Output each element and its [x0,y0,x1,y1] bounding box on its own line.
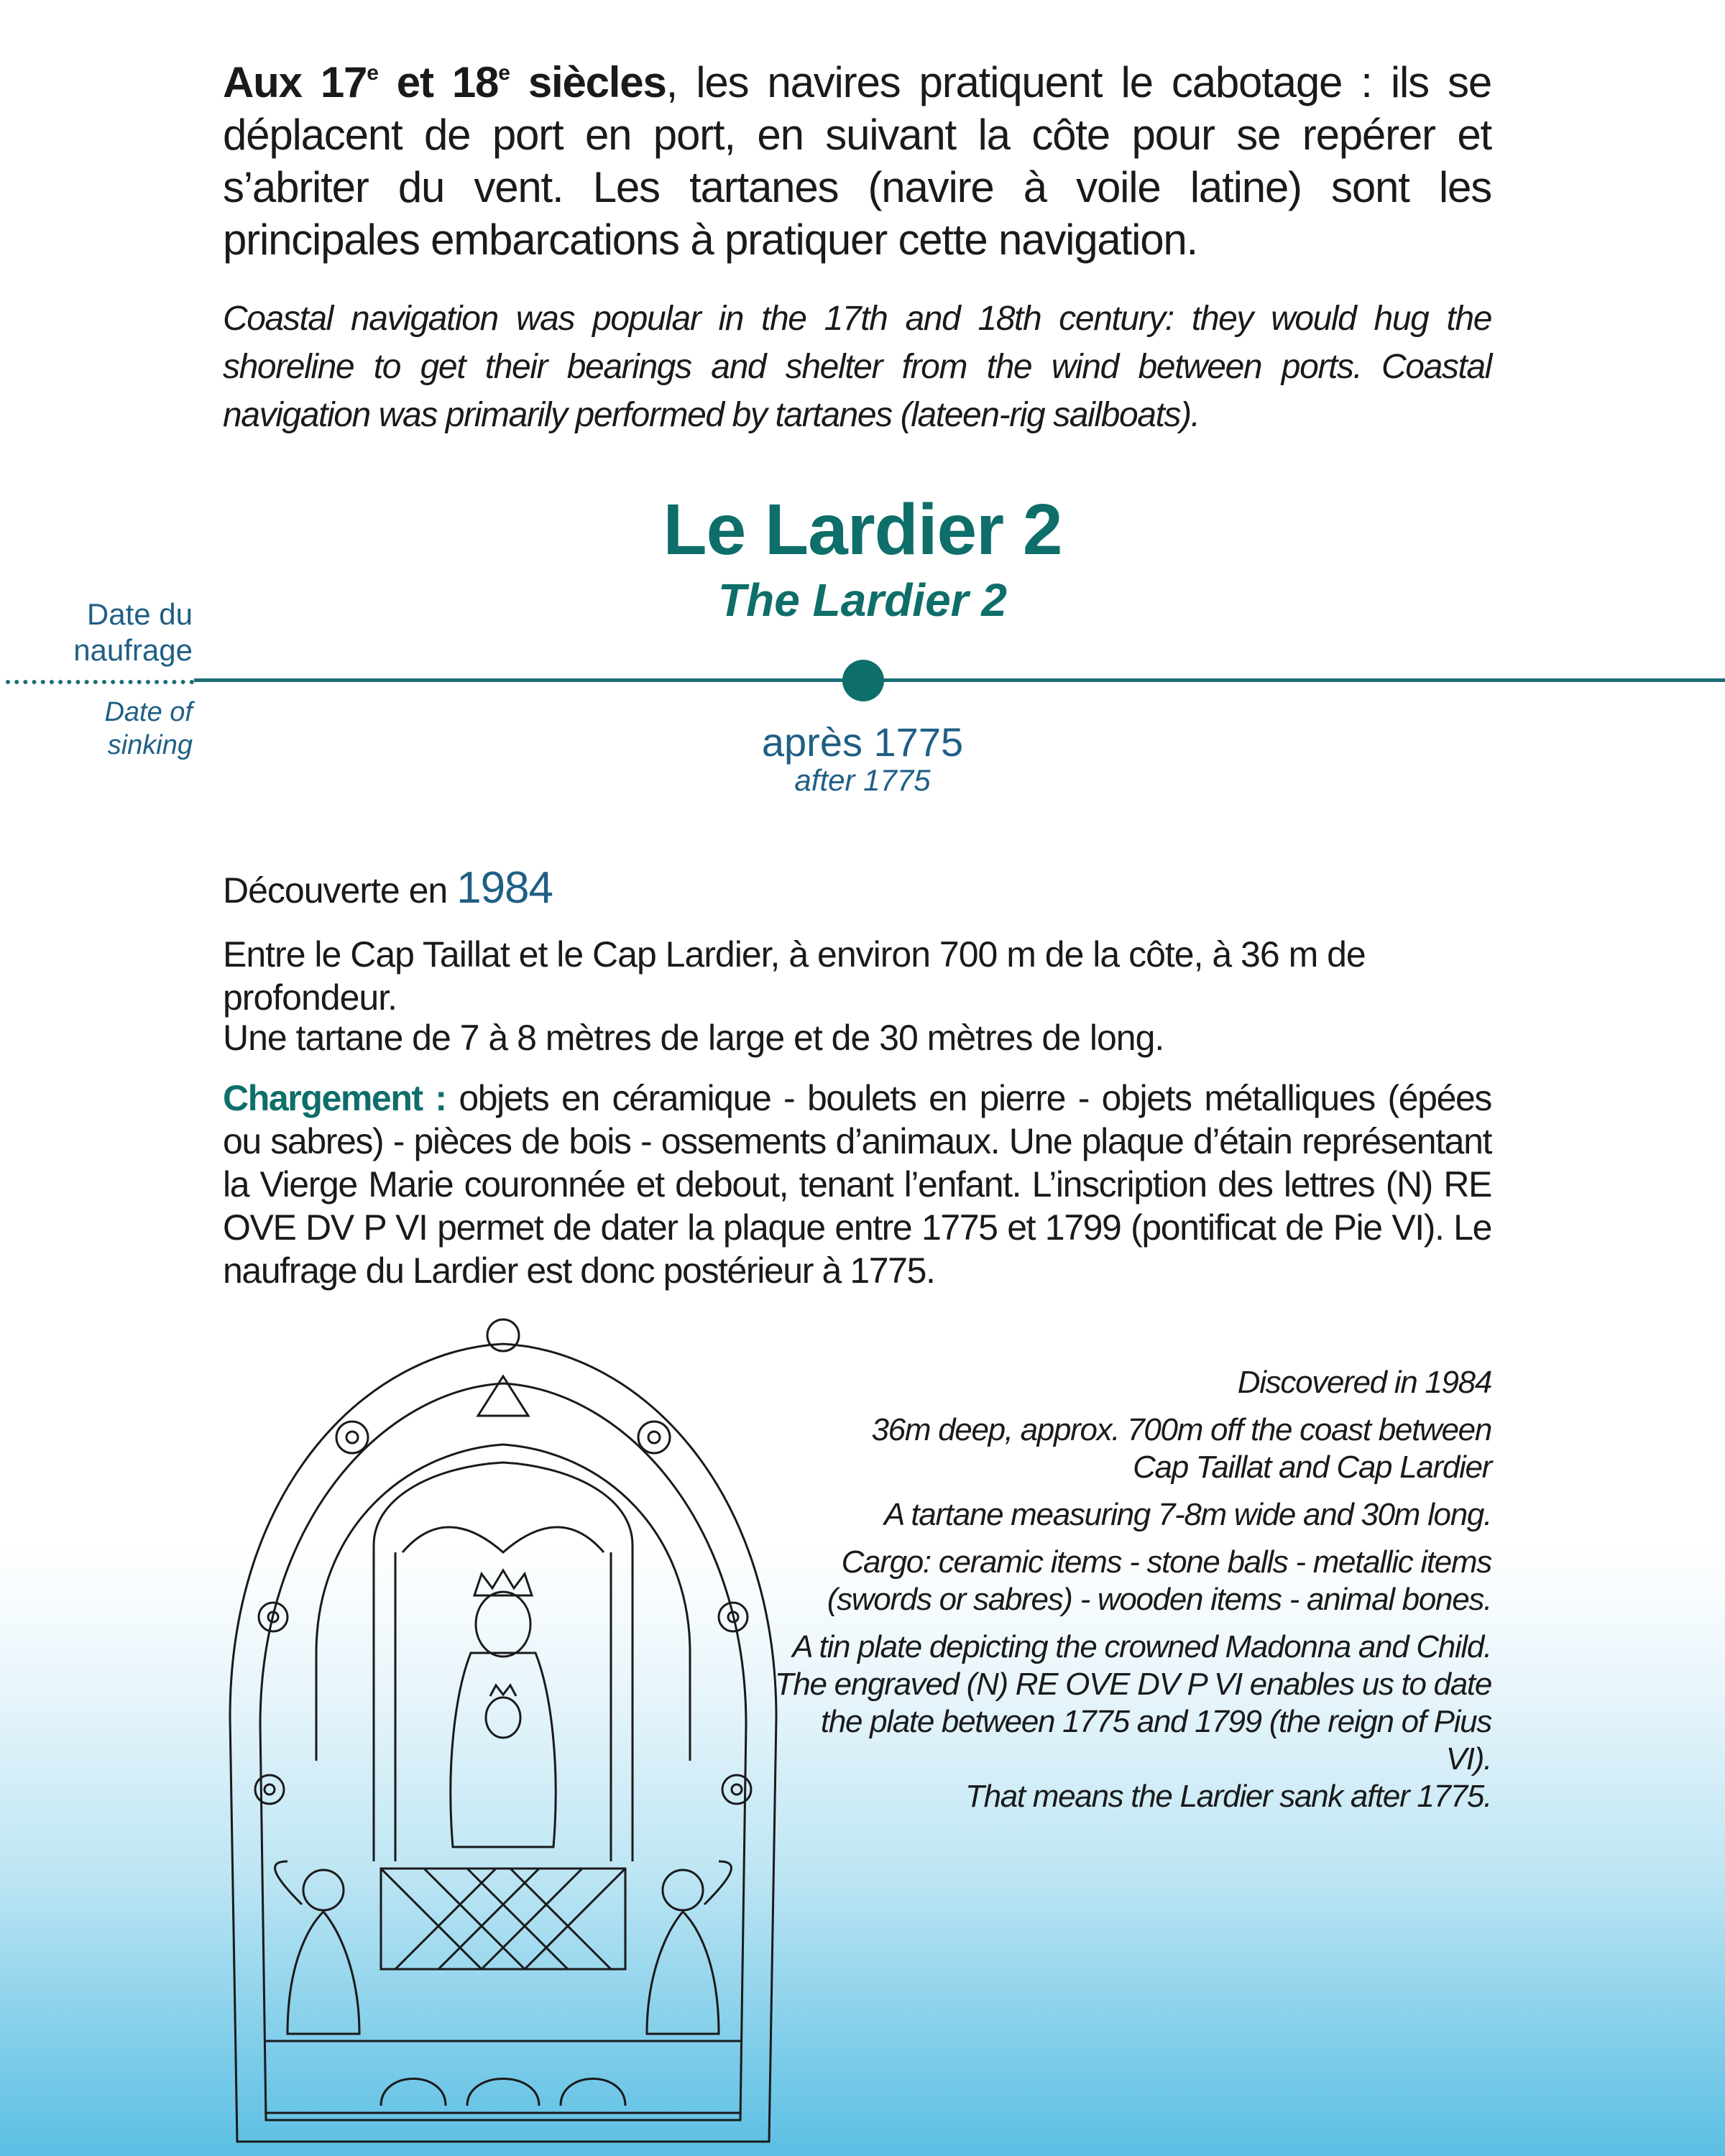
intro-lead-sup: e [498,61,510,85]
intro-lead-part: et 18 [377,58,499,106]
english-cargo [773,1544,1491,1618]
cargo-paragraph [223,1077,1491,1292]
timeline-label-line: sinking [107,730,193,760]
plaque-top-ring [487,1319,519,1351]
sinking-date-french: après 1775 [761,719,964,765]
intro-lead-sup: e [367,61,378,85]
intro-lead-part: siècles [509,58,666,106]
english-line: The engraved (N) RE OVE DV P VI enables us to date [774,1667,1491,1702]
cargo-text: objets en céramique - boulets en pierre - objets métalliques (épées ou sabres) - pièces de bois - ossements d’animaux. Une plaque d’étain représentant la Vierge Marie couronnée et debout, tenant l’enfant. L’inscription des lettres (N) RE OVE DV P VI permet de dater la plaque entre 1775 et 1799 (pontificat de Pie VI). Le naufrage du Lardier est donc postérieur à 1775. [223,1078,1491,1291]
angel-right [647,1861,731,2034]
discovery-prefix: Découverte en [223,870,457,911]
english-line: A tin plate depicting the crowned Madonna and Child. [792,1629,1491,1664]
english-line: the plate between 1775 and 1799 (the reign of Pius VI). [820,1704,1491,1777]
timeline-dotted-segment [6,680,194,684]
intro-english-paragraph: Coastal navigation was popular in the 17th and 18th century: they would hug the shoreline to get their bearings and shelter from the wind between ports. Coastal navigation was primarily performed by tartanes (lateen-rig sailboats). [223,300,1491,434]
plaque-arch-band [316,1445,690,1761]
plaque-inner-border [260,1383,746,2120]
english-line: 36m deep, approx. 700m off the coast between [871,1412,1491,1447]
english-plate [773,1628,1491,1815]
plaque-top-triangle [478,1376,528,1416]
wreck-subtitle: The Lardier 2 [718,574,1007,626]
timeline-marker [842,660,884,701]
angel-left [275,1861,359,2034]
boat-text: Une tartane de 7 à 8 mètres de large et de 30 mètres de long. [223,1018,1164,1058]
intro-french-paragraph [223,56,1491,266]
cargo-label: Chargement : [223,1078,446,1118]
english-line: (swords or sabres) - wooden items - animal bones. [827,1582,1491,1617]
english-line: Cargo: ceramic items - stone balls - metallic items [841,1544,1491,1580]
location-text: Entre le Cap Taillat et le Cap Lardier, à environ 700 m de la côte, à 36 m de profondeur. [223,934,1366,1018]
english-location [773,1411,1491,1486]
timeline-line [194,678,1725,682]
wreck-title: Le Lardier 2 [663,489,1062,570]
timeline-label-line: Date of [104,697,193,727]
plaque-niche [374,1462,632,1861]
plaque-gothic-arch [402,1527,604,1552]
english-line: Cap Taillat and Cap Lardier [1133,1450,1491,1485]
english-boat: A tartane measuring 7-8m wide and 30m long. [884,1497,1491,1532]
english-details [773,1364,1491,1825]
discovery-year: 1984 [456,863,553,913]
plaque-base [266,2041,740,2113]
english-line: That means the Lardier sank after 1775. [965,1779,1491,1814]
plaque-lattice [381,1869,625,1969]
timeline-label-line: Date du [86,597,193,631]
intro-lead-part: Aux 17 [223,58,367,106]
tin-plaque-drawing [208,1315,798,2149]
timeline-label-french [0,596,193,668]
plaque-rosettes [255,1422,751,1804]
timeline-label-line: naufrage [73,633,193,667]
madonna-figure [451,1570,556,1847]
sinking-date-english: after 1775 [794,763,931,797]
discovery-line [223,862,553,913]
intro-body: , les navires pratiquent le cabotage : ils se déplacent de port en port, en suivant la côte pour se repérer et s’abriter du vent. Les tartanes (navire à voile latine) sont les principales embarcations à pratiquer cette navigation. [223,58,1492,264]
english-discovered: Discovered in 1984 [1237,1365,1491,1400]
intro-lead [223,58,666,106]
